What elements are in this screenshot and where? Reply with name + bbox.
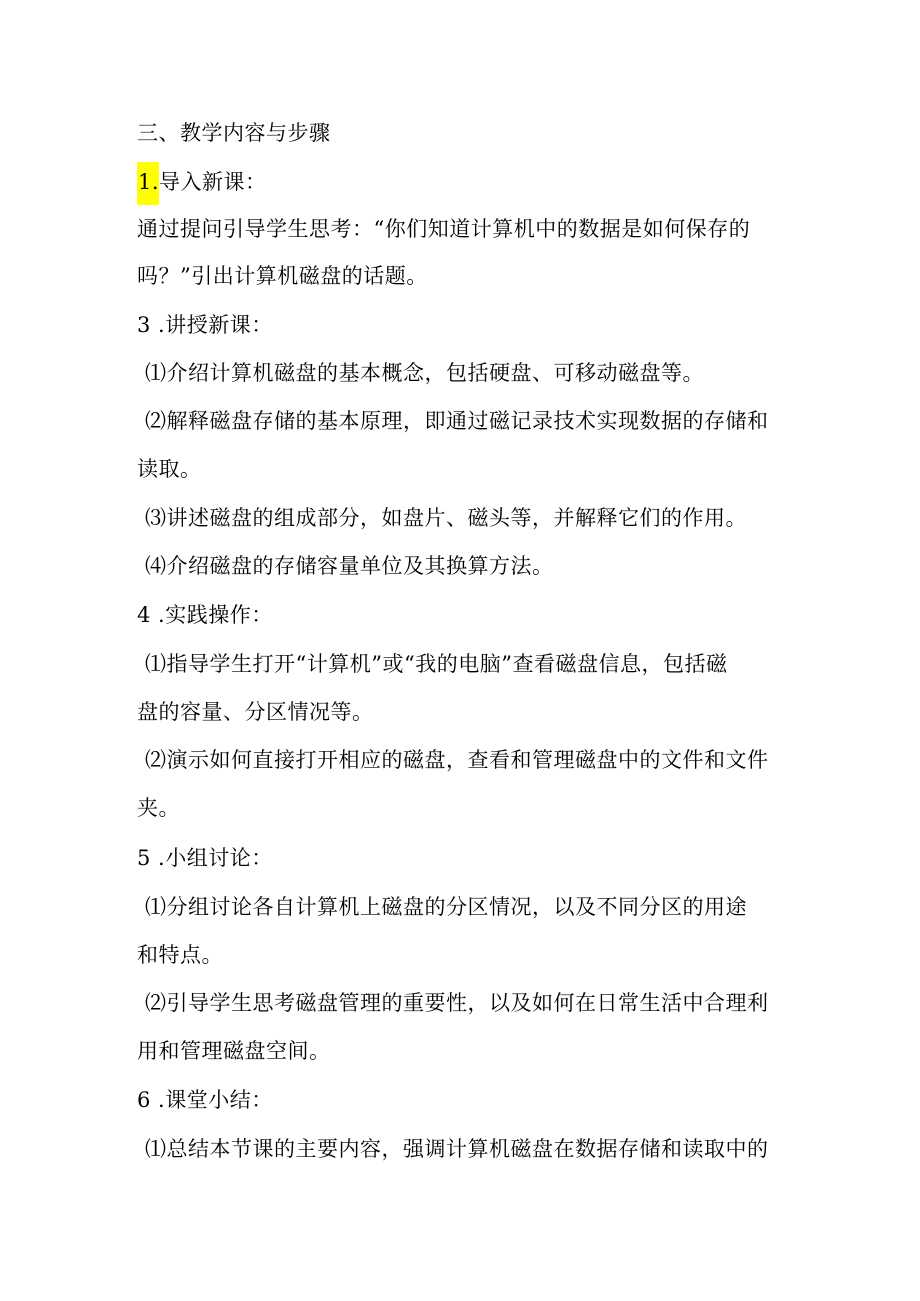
summary-heading: 6 .课堂小结： xyxy=(137,1088,273,1112)
practice-item-1-line-1: ⑴指导学生打开“计算机”或“我的电脑”查看磁盘信息，包括磁 xyxy=(145,652,728,676)
intro-text-line-1: 通过提问引导学生思考：“你们知道计算机中的数据是如何保存的 xyxy=(137,217,751,241)
practice-item-2-line-1: ⑵演示如何直接打开相应的磁盘，查看和管理磁盘中的文件和文件 xyxy=(145,748,769,772)
discussion-item-2-line-1: ⑵引导学生思考磁盘管理的重要性，以及如何在日常生活中合理利 xyxy=(145,991,769,1015)
summary-item-1-line-1: ⑴总结本节课的主要内容，强调计算机磁盘在数据存储和读取中的 xyxy=(145,1137,769,1161)
intro-heading xyxy=(137,167,267,205)
lecture-item-2-line-2: 读取。 xyxy=(137,457,202,481)
highlighted-number: 1. xyxy=(137,162,159,205)
intro-heading-label: 导入新课： xyxy=(159,170,267,194)
practice-item-1-line-2: 盘的容量、分区情况等。 xyxy=(137,700,374,724)
lecture-item-1: ⑴介绍计算机磁盘的基本概念，包括硬盘、可移动磁盘等。 xyxy=(145,361,704,385)
discussion-item-1-line-1: ⑴分组讨论各自计算机上磁盘的分区情况，以及不同分区的用途 xyxy=(145,895,747,919)
discussion-heading: 5 .小组讨论： xyxy=(137,846,273,870)
intro-text-line-2: 吗？”引出计算机磁盘的话题。 xyxy=(137,264,428,288)
lecture-item-2-line-1: ⑵解释磁盘存储的基本原理，即通过磁记录技术实现数据的存储和 xyxy=(145,409,769,433)
discussion-item-2-line-2: 用和管理磁盘空间。 xyxy=(137,1039,331,1063)
section-title: 三、教学内容与步骤 xyxy=(137,121,331,145)
lecture-heading: 3 .讲授新课： xyxy=(137,313,273,337)
practice-heading: 4 .实践操作： xyxy=(137,603,273,627)
practice-item-2-line-2: 夹。 xyxy=(137,796,180,820)
discussion-item-1-line-2: 和特点。 xyxy=(137,943,223,967)
lecture-item-3: ⑶讲述磁盘的组成部分，如盘片、磁头等，并解释它们的作用。 xyxy=(145,506,747,530)
lecture-item-4: ⑷介绍磁盘的存储容量单位及其换算方法。 xyxy=(145,554,554,578)
